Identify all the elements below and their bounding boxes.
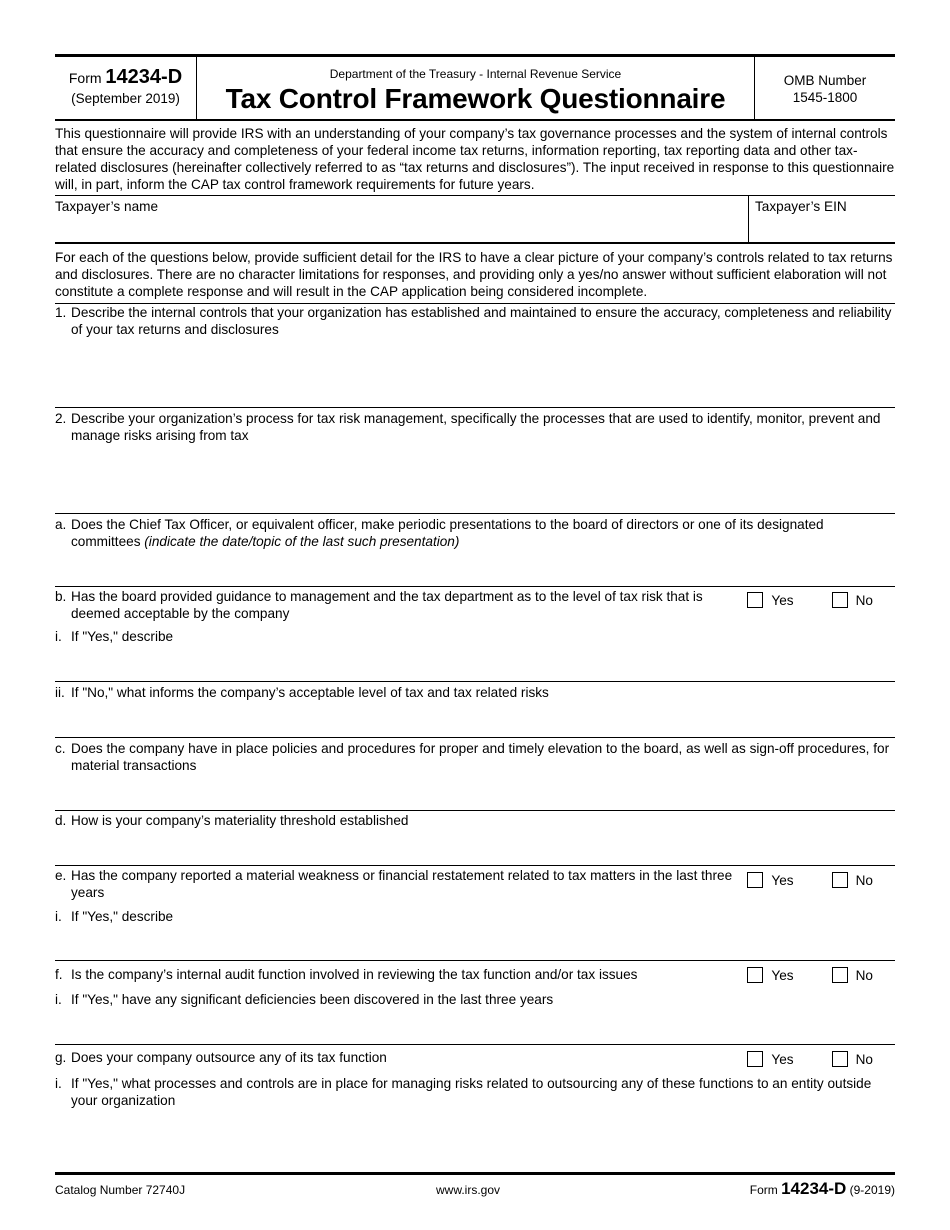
question-text: Has the company reported a material weakness or financial restatement related to tax matters in the last three years (71, 868, 733, 900)
question-text: If "Yes," describe (71, 629, 174, 644)
question-text: Does the company have in place policies and procedures for proper and timely elevation to the board, as well as sign-off procedures, for material transactions (71, 741, 890, 773)
question-number: f. (55, 967, 63, 982)
question-number: i. (55, 992, 62, 1007)
divider (55, 737, 895, 738)
footer-revision: (9-2019) (849, 1183, 895, 1197)
question-number: d. (55, 813, 67, 828)
checkbox-box[interactable] (832, 1051, 848, 1067)
question-number: g. (55, 1050, 67, 1065)
yes-label: Yes (771, 1051, 794, 1067)
instructions-text: For each of the questions below, provide sufficient detail for the IRS to have a clear picture of your company’s controls related to tax returns and disclosures. There are no character limitations for responses, and providing only a yes/no answer without sufficient elaboration will not constitute a complete response and will result in the CAP application being considered incomplete. (55, 244, 895, 304)
intro-text: This questionnaire will provide IRS with an understanding of your company’s tax governance processes and the system of internal controls that ensure the accuracy and completeness of your federal income tax returns, information reporting, tax reporting data and other tax-related disclosures (hereinafter collectively referred to as “tax returns and disclosures”). The input received in response to this questionnaire will, in part, inform the CAP tax control framework requirements for future years. (55, 126, 895, 192)
question-main-text: Does the Chief Tax Officer, or equivalent officer, make periodic presentations to the board of directors or one of its designated committees (71, 517, 824, 549)
divider (55, 865, 895, 866)
question-text: If "Yes," describe (71, 909, 174, 924)
checkbox-box[interactable] (832, 872, 848, 888)
question-1 (55, 304, 895, 338)
no-checkbox[interactable] (832, 872, 873, 888)
taxpayer-name-label: Taxpayer’s name (55, 199, 159, 214)
yes-checkbox[interactable] (747, 967, 793, 983)
footer-form-prefix: Form (749, 1183, 778, 1197)
question-number: c. (55, 741, 66, 756)
question-number: i. (55, 629, 62, 644)
page-title: Tax Control Framework Questionnaire (225, 83, 726, 114)
checkbox-box[interactable] (747, 872, 763, 888)
question-b-ii (55, 684, 895, 701)
page-footer (55, 1172, 895, 1198)
yes-checkbox[interactable] (747, 1051, 793, 1067)
divider (55, 960, 895, 961)
question-g (55, 1049, 745, 1066)
no-checkbox[interactable] (832, 1051, 873, 1067)
question-text: Does your company outsource any of its tax function (71, 1050, 387, 1065)
checkbox-box[interactable] (832, 967, 848, 983)
no-checkbox[interactable] (832, 967, 873, 983)
yes-label: Yes (771, 967, 794, 983)
question-g-i (55, 1075, 895, 1109)
question-text: How is your company’s materiality threshold established (71, 813, 409, 828)
question-number: 2. (55, 411, 67, 426)
question-f-answer (725, 967, 873, 983)
question-e (55, 867, 745, 901)
divider (55, 681, 895, 682)
department: Department of the Treasury - Internal Revenue Service (329, 67, 622, 81)
omb-label: OMB Number (783, 73, 867, 88)
question-number: b. (55, 589, 67, 604)
no-label: No (855, 872, 873, 888)
question-note: (indicate the date/topic of the last such presentation) (144, 534, 460, 549)
website-link[interactable]: www.irs.gov (436, 1183, 501, 1197)
divider (55, 1044, 895, 1045)
taxpayer-ein-label: Taxpayer’s EIN (755, 199, 847, 214)
footer-form-number: 14234-D (781, 1179, 847, 1198)
questions-section (55, 0, 895, 1230)
divider (55, 810, 895, 811)
question-text: Describe your organization’s process for tax risk management, specifically the processes that are used to identify, monitor, prevent and manage risks arising from tax (71, 411, 881, 443)
form-date: (September 2019) (71, 91, 180, 106)
question-b-i (55, 628, 895, 645)
question-number: i. (55, 909, 62, 924)
question-e-i (55, 908, 895, 925)
question-text (71, 516, 895, 550)
checkbox-box[interactable] (832, 592, 848, 608)
question-text: Describe the internal controls that your organization has established and maintained to ensure the accuracy, completeness and reliability of your tax returns and disclosures (71, 305, 892, 337)
divider (55, 407, 895, 408)
question-d (55, 812, 895, 829)
question-number: a. (55, 517, 67, 532)
question-e-answer (725, 872, 873, 888)
form-number: 14234-D (105, 66, 183, 88)
question-f-i (55, 991, 895, 1008)
no-label: No (855, 1051, 873, 1067)
question-2 (55, 410, 895, 444)
question-number: 1. (55, 305, 67, 320)
catalog-number: Catalog Number 72740J (55, 1183, 186, 1197)
checkbox-box[interactable] (747, 1051, 763, 1067)
question-number: ii. (55, 685, 65, 700)
yes-checkbox[interactable] (747, 592, 793, 608)
question-number: e. (55, 868, 67, 883)
question-text: Is the company’s internal audit function involved in reviewing the tax function and/or tax issues (71, 967, 638, 982)
question-text: If "No," what informs the company’s acceptable level of tax and tax related risks (71, 685, 549, 700)
question-text: If "Yes," have any significant deficiencies been discovered in the last three years (71, 992, 554, 1007)
form-prefix: Form (68, 70, 102, 86)
question-text: Has the board provided guidance to management and the tax department as to the level of tax risk that is deemed acceptable by the company (71, 589, 703, 621)
no-label: No (855, 967, 873, 983)
checkbox-box[interactable] (747, 967, 763, 983)
question-g-answer (725, 1051, 873, 1067)
question-number: i. (55, 1076, 62, 1091)
no-checkbox[interactable] (832, 592, 873, 608)
divider (55, 513, 895, 514)
omb-number: 1545-1800 (792, 90, 858, 105)
no-label: No (855, 592, 873, 608)
yes-label: Yes (771, 872, 794, 888)
question-b (55, 588, 745, 622)
question-c (55, 740, 895, 774)
question-f (55, 966, 745, 983)
yes-checkbox[interactable] (747, 872, 793, 888)
checkbox-box[interactable] (747, 592, 763, 608)
yes-label: Yes (771, 592, 794, 608)
question-b-answer (725, 592, 873, 608)
divider (55, 586, 895, 587)
question-a (55, 516, 895, 550)
question-text: If "Yes," what processes and controls are in place for managing risks related to outsourcing any of these functions to an entity outside your organization (71, 1076, 872, 1108)
footer-form-id (750, 1179, 895, 1199)
